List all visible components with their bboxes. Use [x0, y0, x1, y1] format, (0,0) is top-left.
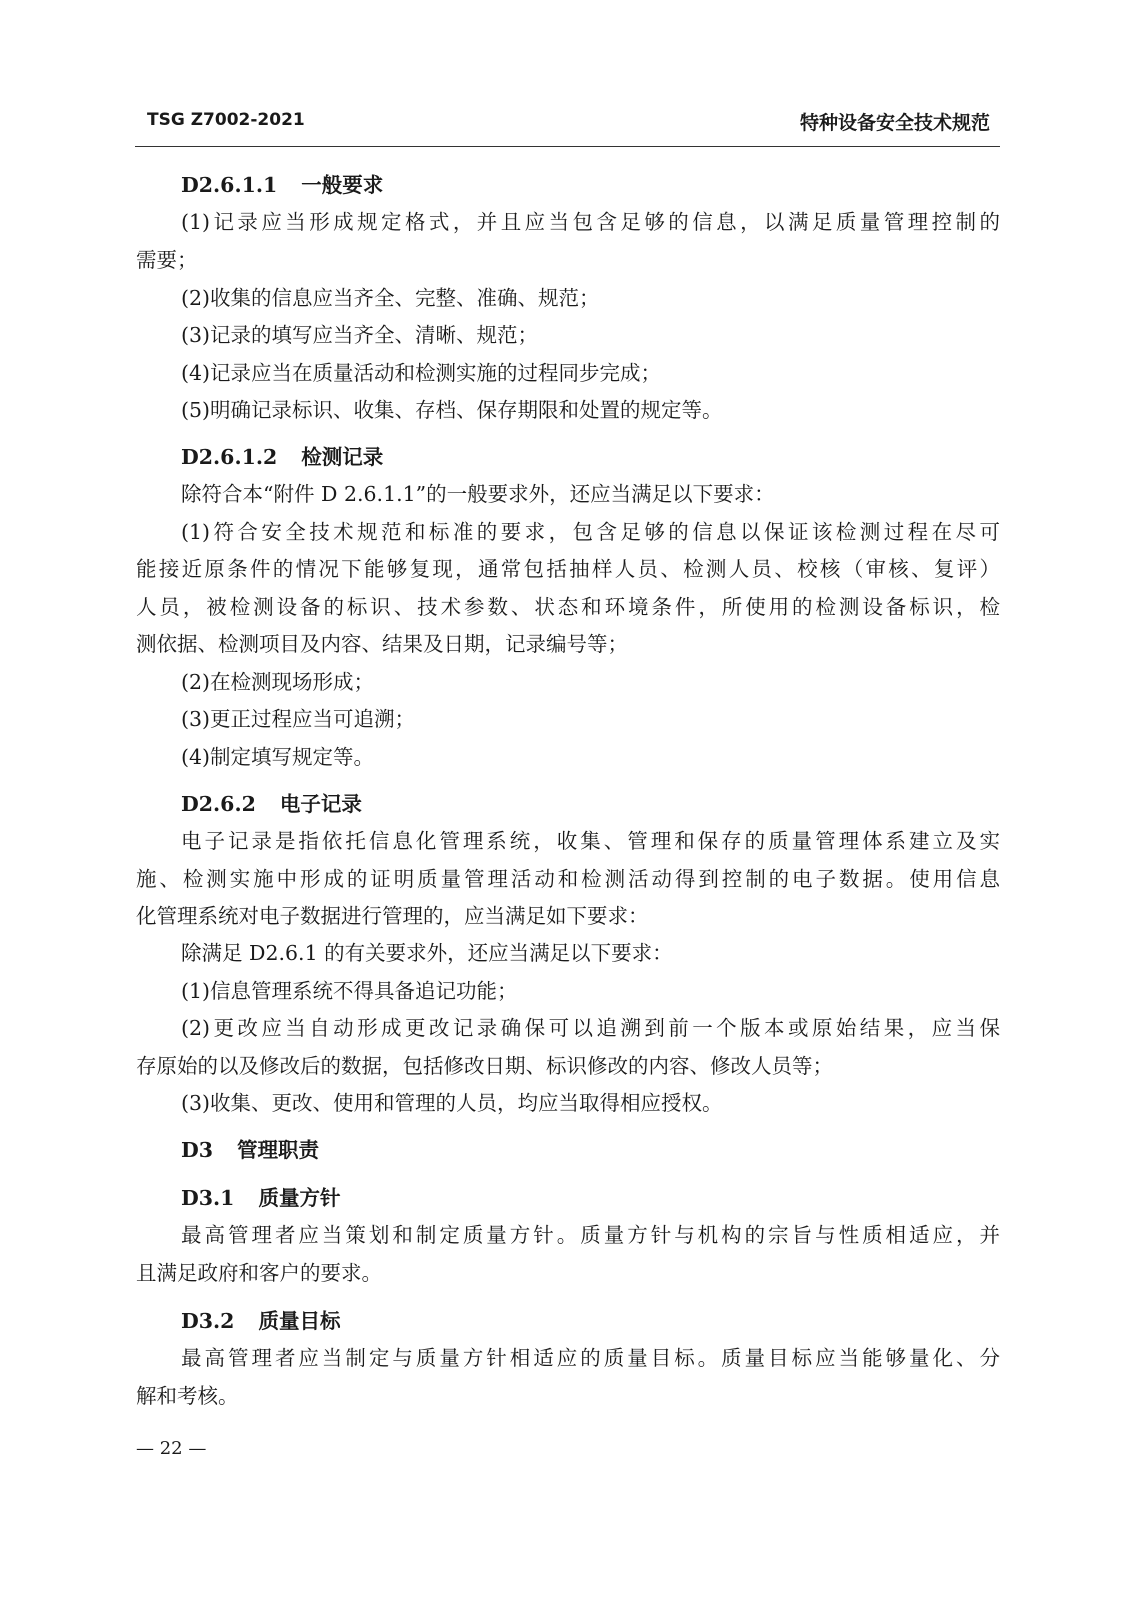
section-title: 一般要求 — [301, 173, 384, 197]
section-title: 电子记录 — [279, 792, 362, 816]
document-code: TSG Z7002-2021 — [147, 110, 305, 130]
section-title: 检测记录 — [301, 445, 384, 469]
paragraph-line: 存原始的以及修改后的数据，包括修改日期、标识修改的内容、修改人员等； — [136, 1054, 833, 1078]
paragraph-line: (5)明确记录标识、收集、存档、保存期限和处置的规定等。 — [181, 398, 723, 422]
section-heading-d3-2 — [181, 1306, 340, 1336]
section-number: D3.2 — [181, 1309, 235, 1333]
paragraph-line: 除符合本“附件 D 2.6.1.1”的一般要求外，还应当满足以下要求： — [181, 482, 775, 506]
paragraph-line: (3)更正过程应当可追溯； — [181, 707, 416, 731]
paragraph-line: 电子记录是指依托信息化管理系统，收集、管理和保存的质量管理体系建立及实 — [181, 829, 1000, 853]
paragraph-line: 能接近原条件的情况下能够复现，通常包括抽样人员、检测人员、校核（审核、复评） — [136, 557, 1000, 581]
page-header — [135, 106, 1000, 147]
section-number: D2.6.1.1 — [181, 173, 278, 197]
section-heading-d2-6-1-2 — [181, 442, 383, 472]
paragraph-line: (3)记录的填写应当齐全、清晰、规范； — [181, 323, 539, 347]
paragraph-line: (2)收集的信息应当齐全、完整、准确、规范； — [181, 286, 600, 310]
paragraph-line: (2)在检测现场形成； — [181, 670, 375, 694]
section-number: D2.6.2 — [181, 792, 256, 816]
page-number: — 22 — — [136, 1438, 207, 1459]
section-heading-d3-1 — [181, 1183, 340, 1213]
paragraph-line: 测依据、检测项目及内容、结果及日期，记录编号等； — [136, 632, 628, 656]
section-number: D3.1 — [181, 1186, 235, 1210]
paragraph-line: (1)记录应当形成规定格式，并且应当包含足够的信息，以满足质量管理控制的 — [181, 210, 1000, 234]
paragraph-line: (4)记录应当在质量活动和检测实施的过程同步完成； — [181, 361, 662, 385]
section-heading-d2-6-1-1 — [181, 170, 383, 200]
section-title: 质量目标 — [258, 1309, 341, 1333]
paragraph-line: 人员，被检测设备的标识、技术参数、状态和环境条件，所使用的检测设备标识，检 — [136, 595, 1000, 619]
paragraph-line: 最高管理者应当策划和制定质量方针。质量方针与机构的宗旨与性质相适应，并 — [181, 1223, 1000, 1247]
paragraph-line: 施、检测实施中形成的证明质量管理活动和检测活动得到控制的电子数据。使用信息 — [136, 867, 1000, 891]
paragraph-line: (3)收集、更改、使用和管理的人员，均应当取得相应授权。 — [181, 1091, 723, 1115]
paragraph-line: (1)信息管理系统不得具备追记功能； — [181, 979, 518, 1003]
paragraph-line: 除满足 D2.6.1 的有关要求外，还应当满足以下要求： — [181, 941, 673, 965]
section-title: 管理职责 — [237, 1138, 320, 1162]
paragraph-line: (2)更改应当自动形成更改记录确保可以追溯到前一个版本或原始结果，应当保 — [181, 1016, 1000, 1040]
section-title: 质量方针 — [258, 1186, 341, 1210]
section-number: D3 — [181, 1138, 214, 1162]
paragraph-line: 化管理系统对电子数据进行管理的，应当满足如下要求： — [136, 904, 649, 928]
document-category: 特种设备安全技术规范 — [799, 112, 990, 134]
paragraph-line: 解和考核。 — [136, 1384, 239, 1408]
paragraph-line: (1)符合安全技术规范和标准的要求，包含足够的信息以保证该检测过程在尽可 — [181, 520, 1000, 544]
section-heading-d2-6-2 — [181, 789, 362, 819]
paragraph-line: 需要； — [136, 248, 198, 272]
paragraph-line: (4)制定填写规定等。 — [181, 745, 375, 769]
paragraph-line: 且满足政府和客户的要求。 — [136, 1261, 382, 1285]
section-number: D2.6.1.2 — [181, 445, 278, 469]
section-heading-d3 — [181, 1135, 319, 1165]
paragraph-line: 最高管理者应当制定与质量方针相适应的质量目标。质量目标应当能够量化、分 — [181, 1346, 1000, 1370]
